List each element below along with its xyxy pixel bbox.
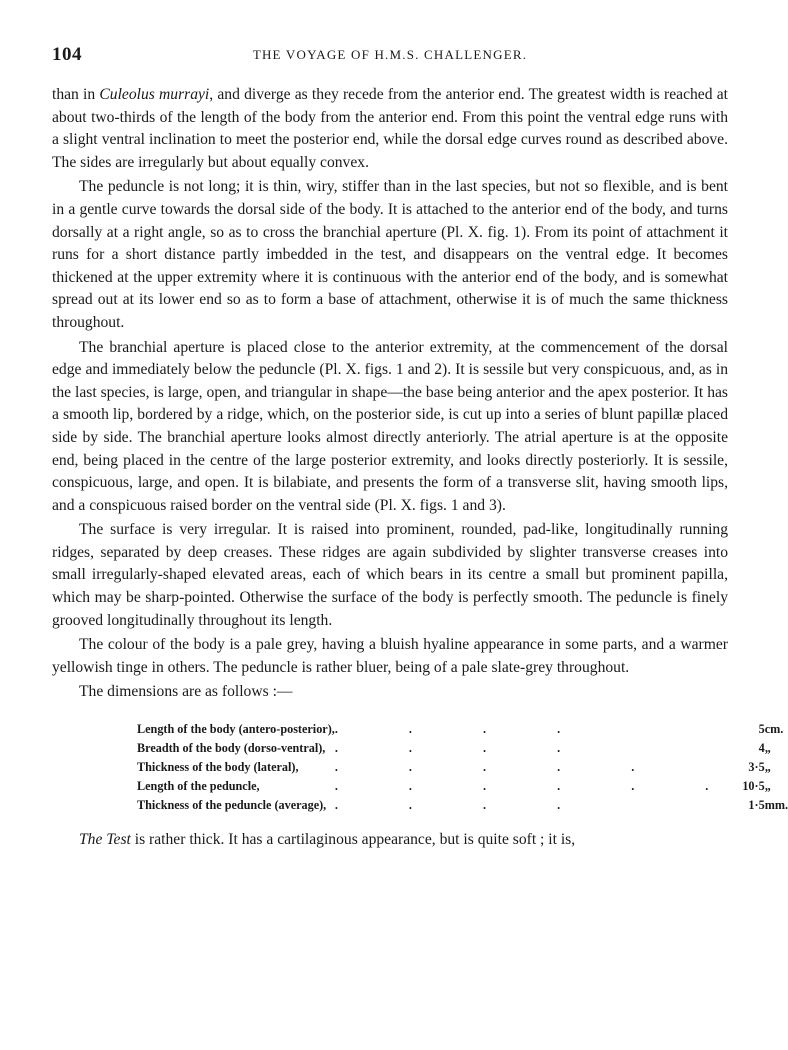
paragraph-outline-pre: than in: [52, 86, 100, 103]
dimension-label: Thickness of the body (lateral),: [137, 760, 299, 775]
dimension-unit: „: [764, 741, 771, 756]
dimension-row: [137, 758, 788, 777]
page-header: [52, 44, 728, 74]
dimension-leader-dots: . . . .: [334, 722, 595, 737]
dimension-leader-dots: . . . .: [334, 798, 595, 813]
paragraph-apertures: The branchial aperture is placed close to the anterior extremity, at the commencement of the dorsal edge and immediately below the peduncle (Pl. X. figs. 1 and 2). It is sessile but very conspicuous, and, as in the last species, is large, open, and triangular in shape—the base being anterior and the apex posterior. It has a smooth lip, bordered by a ridge, which, on the posterior side, is cut up into a series of blunt papillæ placed side by side. The branchial aperture looks almost directly anteriorly. The atrial aperture is at the opposite end, being placed in the centre of the large posterior extremity, and looks directly posteriorly. It is sessile, conspicuous, large, and open. It is bilabiate, and presents the form of a transverse slit, having smooth lips, and a conspicuous raised border on the ventral side (Pl. X. figs. 1 and 3).: [52, 338, 728, 514]
dimension-unit: „: [764, 779, 771, 794]
dimension-value: 5: [758, 722, 765, 737]
paragraph-colour: The colour of the body is a pale grey, having a bluish hyaline appearance in some parts, and a warmer yellowish tinge in others. The peduncle is rather bluer, being of a pale slate-grey throughout.: [52, 636, 728, 676]
species-name: Culeolus murrayi: [99, 86, 210, 103]
dimension-label: Length of the body (antero-posterior),: [137, 722, 335, 737]
section-heading-test: The Test: [79, 831, 131, 849]
dimension-row: [137, 720, 788, 739]
body-text: [52, 84, 728, 704]
dimension-leader-dots: . . . . . .: [334, 779, 743, 794]
dimension-value: 1·5: [748, 798, 765, 813]
dimension-value: 3·5: [748, 760, 765, 775]
dimension-value: 4: [758, 741, 765, 756]
paragraph-dimensions-intro: The dimensions are as follows :—: [79, 683, 293, 701]
paragraph-outline: [52, 84, 728, 174]
paragraph-test: [52, 829, 728, 852]
page: [52, 44, 788, 867]
dimension-unit: „: [764, 760, 771, 775]
paragraph-outline-post: , and diverge as they recede from the anterior end. The greatest width is reached at about two-thirds of the length of the body from the anterior end. From this point the ventral edge runs with a slight ventral inclination to meet the posterior end, while the dorsal edge curves round as described above. The sides are irregularly but about equally convex.: [52, 86, 728, 171]
dimension-leader-dots: . . . .: [334, 741, 595, 756]
page-number: 104: [52, 44, 82, 65]
dimension-row: [137, 739, 788, 758]
dimension-row: [137, 796, 788, 815]
paragraph-surface: The surface is very irregular. It is raised into prominent, rounded, pad-like, longitudinally running ridges, separated by deep creases. These ridges are again subdivided by slighter transverse creases into small irregularly-shaped elevated areas, each of which bears in its centre a small but prominent papilla, which may be sharp-pointed. Otherwise the surface of the body is perfectly smooth. The peduncle is finely grooved longitudinally throughout its length.: [52, 521, 728, 629]
dimension-label: Length of the peduncle,: [137, 779, 260, 794]
dimension-unit: mm.: [764, 798, 788, 813]
paragraph-peduncle: The peduncle is not long; it is thin, wiry, stiffer than in the last species, but not so flexible, and is bent in a gentle curve towards the dorsal side of the body. It is attached to the anterior end of the body, and turns dorsally at a right angle, so as to cross the branchial aperture (Pl. X. fig. 1). From its point of attachment it runs for a short distance partly imbedded in the test, and disappears on the ventral edge. It becomes thickened at the upper extremity where it is continuous with the anterior end of the body, and is somewhat spread out at its lower end so as to form a base of attachment, otherwise it is of much the same thickness throughout.: [52, 178, 728, 331]
dimension-row: [137, 777, 788, 796]
dimension-value: 10·5: [742, 779, 765, 794]
running-title: THE VOYAGE OF H.M.S. CHALLENGER.: [252, 47, 528, 62]
dimension-leader-dots: . . . . .: [334, 760, 669, 775]
dimensions-table: [137, 720, 788, 815]
paragraph-test-text: is rather thick. It has a cartilaginous appearance, but is quite soft ; it is,: [130, 831, 576, 849]
dimension-label: Breadth of the body (dorso-ventral),: [137, 741, 326, 756]
dimension-unit: cm.: [764, 722, 784, 737]
dimension-label: Thickness of the peduncle (average),: [137, 798, 327, 813]
